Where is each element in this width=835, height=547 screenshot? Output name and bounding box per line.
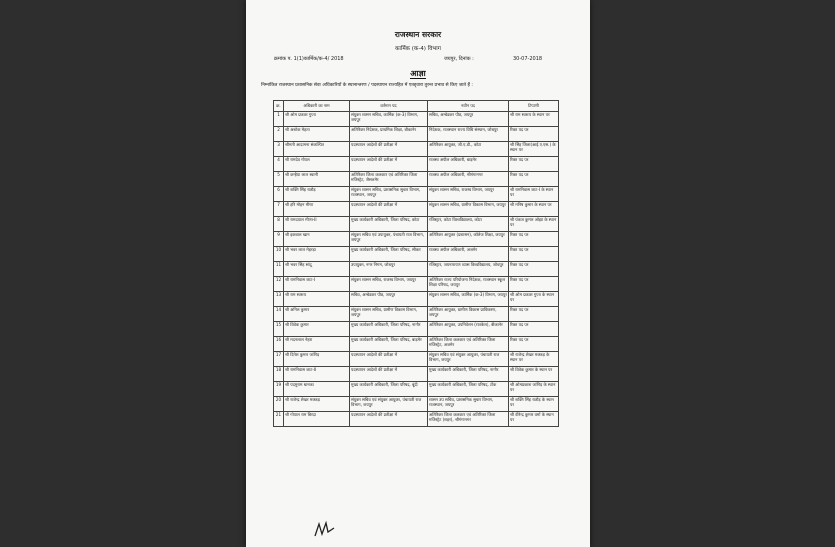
- cell-serial: 19: [274, 382, 284, 397]
- intro-text: निम्नांकित राजस्थान प्रशासनिक सेवा अधिकारियों के स्थानान्तरण / पदस्थापन राज्यहित में एतद्द्वारा तुरन्त प्रभाव से किए जाते हैं :: [261, 83, 473, 88]
- cell-current-post: अतिरिक्त निदेशक, प्राथमिक शिक्षा, बीकानेर: [350, 127, 428, 142]
- cell-new-post: अतिरिक्त जिला कलक्टर एवं अतिरिक्त जिला मजिस्ट्रेट (शहर), श्रीगंगानगर: [428, 412, 509, 427]
- signature-mark: [313, 520, 337, 538]
- cell-remarks: श्री शक्ति सिंह राठौड़ के स्थान पर: [509, 397, 559, 412]
- table-row: [274, 382, 559, 397]
- cell-new-post: रजिस्ट्रार, जयनारायण व्यास विश्वविद्यालय, जोधपुर: [428, 262, 509, 277]
- cell-remarks: रिक्त पद पर: [509, 157, 559, 172]
- cell-serial: 1: [274, 112, 284, 127]
- cell-officer-name: श्री दिनेश कुमार जांगिड़: [284, 352, 350, 367]
- cell-serial: 10: [274, 247, 284, 262]
- table-row: [274, 337, 559, 352]
- table-row: [274, 412, 559, 427]
- table-row: [274, 202, 559, 217]
- cell-serial: 3: [274, 142, 284, 157]
- cell-serial: 18: [274, 367, 284, 382]
- cell-remarks: श्री पंकज कुमार ओझा के स्थान पर: [509, 217, 559, 232]
- cell-serial: 9: [274, 232, 284, 247]
- cell-new-post: राजस्व अपील अधिकारी, बाड़मेर: [428, 157, 509, 172]
- cell-remarks: श्री वीरेन्द्र कुमार वर्मा के स्थान पर: [509, 412, 559, 427]
- ref-value: प. 1(1)कार्मिक/क-4/ 2018: [287, 56, 344, 62]
- table-row: [274, 112, 559, 127]
- table-row: [274, 172, 559, 187]
- table-row: [274, 307, 559, 322]
- cell-serial: 14: [274, 307, 284, 322]
- cell-current-post: पदस्थापन आदेशों की प्रतीक्षा में: [350, 412, 428, 427]
- col-header-current-post: वर्तमान पद: [350, 101, 428, 112]
- cell-new-post: संयुक्त शासन सचिव, ग्रामीण विकास विभाग, जयपुर: [428, 202, 509, 217]
- cell-current-post: सचिव, अम्बेडकर पीठ, जयपुर: [350, 292, 428, 307]
- table-row: [274, 142, 559, 157]
- cell-officer-name: श्री रामदेव गोयल: [284, 157, 350, 172]
- table-row: [274, 232, 559, 247]
- table-row: [274, 127, 559, 142]
- cell-serial: 17: [274, 352, 284, 367]
- cell-remarks: रिक्त पद पर: [509, 277, 559, 292]
- reference-number: [274, 56, 344, 62]
- cell-new-post: राजस्व अपील अधिकारी, अजमेर: [428, 247, 509, 262]
- cell-officer-name: श्री रामनिवास जाट-II: [284, 367, 350, 382]
- cell-officer-name: श्री राम स्वरूप: [284, 292, 350, 307]
- col-header-new-post: नवीन पद: [428, 101, 509, 112]
- cell-remarks: श्री राम स्वरूप के स्थान पर: [509, 112, 559, 127]
- cell-serial: 11: [274, 262, 284, 277]
- cell-remarks: रिक्त पद पर: [509, 337, 559, 352]
- cell-officer-name: श्री राजेन्द्र शेखर मक्कड़: [284, 397, 350, 412]
- cell-current-post: संयुक्त सचिव एवं उपायुक्त, पंचायती राज विभाग, जयपुर: [350, 232, 428, 247]
- cell-new-post: संयुक्त सचिव एवं संयुक्त आयुक्त, पंचायती राज विभाग, जयपुर: [428, 352, 509, 367]
- cell-current-post: मुख्य कार्यकारी अधिकारी, जिला परिषद, बूंदी: [350, 382, 428, 397]
- table-header-row: [274, 101, 559, 112]
- cell-officer-name: श्री शक्ति सिंह राठौड़: [284, 187, 350, 202]
- cell-current-post: पदस्थापन आदेशों की प्रतीक्षा में: [350, 142, 428, 157]
- cell-serial: 13: [274, 292, 284, 307]
- cell-serial: 8: [274, 217, 284, 232]
- cell-officer-name: श्री विवेक कुमार: [284, 322, 350, 337]
- cell-remarks: श्री सिंह जिला(आई.ए.एस.) के स्थान पर: [509, 142, 559, 157]
- cell-remarks: रिक्त पद पर: [509, 172, 559, 187]
- cell-officer-name: श्रीमती आदामना संकल्पित: [284, 142, 350, 157]
- table-row: [274, 187, 559, 202]
- cell-officer-name: श्री हरि मोहन मीणा: [284, 202, 350, 217]
- cell-current-post: पदस्थापन आदेशों की प्रतीक्षा में: [350, 157, 428, 172]
- cell-serial: 21: [274, 412, 284, 427]
- col-header-serial: क्र.: [274, 101, 284, 112]
- cell-remarks: रिक्त पद पर: [509, 127, 559, 142]
- govt-title: राजस्थान सरकार: [394, 30, 442, 39]
- cell-current-post: पदस्थापन आदेशों की प्रतीक्षा में: [350, 352, 428, 367]
- cell-remarks: रिक्त पद पर: [509, 232, 559, 247]
- cell-serial: 15: [274, 322, 284, 337]
- cell-current-post: उपायुक्त, नगर निगम, जोधपुर: [350, 262, 428, 277]
- document-page: [246, 0, 590, 547]
- cell-new-post: अतिरिक्त जिला कलक्टर एवं अतिरिक्त जिला मजिस्ट्रेट, अजमेर: [428, 337, 509, 352]
- col-header-remarks: टिप्पणी: [509, 101, 559, 112]
- table-row: [274, 322, 559, 337]
- cell-current-post: मुख्य कार्यकारी अधिकारी, जिला परिषद, नागौर: [350, 322, 428, 337]
- cell-remarks: श्री ओम प्रकाश गुप्ता के स्थान पर: [509, 292, 559, 307]
- table-row: [274, 292, 559, 307]
- cell-serial: 7: [274, 202, 284, 217]
- cell-serial: 2: [274, 127, 284, 142]
- cell-officer-name: श्री ओम प्रकाश गुप्ता: [284, 112, 350, 127]
- cell-serial: 16: [274, 337, 284, 352]
- cell-new-post: संयुक्त शासन सचिव, राजस्व विभाग, जयपुर: [428, 187, 509, 202]
- cell-serial: 12: [274, 277, 284, 292]
- table-row: [274, 397, 559, 412]
- cell-remarks: श्री मनिष कुमार के स्थान पर: [509, 202, 559, 217]
- cell-remarks: श्री ओमप्रकाश जांगिड़ के स्थान पर: [509, 382, 559, 397]
- cell-remarks: श्री विवेक कुमार के स्थान पर: [509, 367, 559, 382]
- cell-remarks: रिक्त पद पर: [509, 322, 559, 337]
- cell-officer-name: श्री रामनिवास जाट-I: [284, 277, 350, 292]
- transfer-table: [273, 100, 559, 427]
- cell-remarks: रिक्त पद पर: [509, 307, 559, 322]
- cell-new-post: सचिव, अम्बेडकर पीठ, जयपुर: [428, 112, 509, 127]
- cell-current-post: मुख्य कार्यकारी अधिकारी, जिला परिषद, बाड़मेर: [350, 337, 428, 352]
- cell-new-post: मुख्य कार्यकारी अधिकारी, जिला परिषद, टोंक: [428, 382, 509, 397]
- cell-officer-name: श्री मदनलाल नेहरा: [284, 337, 350, 352]
- cell-current-post: संयुक्त शासन सचिव, राजस्व विभाग, जयपुर: [350, 277, 428, 292]
- cell-serial: 5: [274, 172, 284, 187]
- table-body: [274, 112, 559, 427]
- cell-officer-name: श्री पदमुराम धानका: [284, 382, 350, 397]
- order-title: आज्ञा: [410, 69, 426, 78]
- cell-officer-name: श्री गोपाल राम बिरदा: [284, 412, 350, 427]
- cell-officer-name: श्री इकबाल खान: [284, 232, 350, 247]
- table-row: [274, 262, 559, 277]
- cell-new-post: राजस्व अपील अधिकारी, श्रीगंगानगर: [428, 172, 509, 187]
- cell-new-post: अतिरिक्त आयुक्त, उपनिवेशन (रातकेल), बीकानेर: [428, 322, 509, 337]
- cell-current-post: अतिरिक्त जिला कलक्टर एवं अतिरिक्त जिला मजिस्ट्रेट, जैसलमेर: [350, 172, 428, 187]
- cell-officer-name: श्री भवर लाल मेहरड़ा: [284, 247, 350, 262]
- table-row: [274, 217, 559, 232]
- cell-current-post: संयुक्त शासन सचिव, कार्मिक (क-3) विभाग, जयपुर: [350, 112, 428, 127]
- cell-remarks: श्री राजेन्द्र शेखर मक्कड़ के स्थान पर: [509, 352, 559, 367]
- cell-current-post: पदस्थापन आदेशों की प्रतीक्षा में: [350, 202, 428, 217]
- cell-new-post: संयुक्त शासन सचिव, कार्मिक (क-3) विभाग, जयपुर: [428, 292, 509, 307]
- table-row: [274, 247, 559, 262]
- cell-current-post: संयुक्त सचिव एवं संयुक्त आयुक्त, पंचायती राज विभाग, जयपुर: [350, 397, 428, 412]
- col-header-name: अधिकारी का नाम: [284, 101, 350, 112]
- cell-current-post: मुख्य कार्यकारी अधिकारी, जिला परिषद, कोटा: [350, 217, 428, 232]
- cell-officer-name: श्री कन्हैया लाल स्वामी: [284, 172, 350, 187]
- cell-officer-name: श्री भवर सिंह सांदू: [284, 262, 350, 277]
- cell-serial: 6: [274, 187, 284, 202]
- ref-label: क्रमांक: [274, 56, 286, 62]
- cell-new-post: शासन उप सचिव, प्रशासनिक सुधार विभाग, राजस्थान, जयपुर: [428, 397, 509, 412]
- cell-new-post: अतिरिक्त आयुक्त (प्रशासन), कॉलेज शिक्षा, जयपुर: [428, 232, 509, 247]
- table-row: [274, 277, 559, 292]
- table-row: [274, 157, 559, 172]
- place-label: जयपुर, दिनांक :: [444, 56, 474, 62]
- cell-serial: 20: [274, 397, 284, 412]
- cell-remarks: रिक्त पद पर: [509, 247, 559, 262]
- cell-remarks: श्री रामनिवास जाट-I के स्थान पर: [509, 187, 559, 202]
- cell-serial: 4: [274, 157, 284, 172]
- cell-officer-name: श्री अनिल कुमार: [284, 307, 350, 322]
- cell-current-post: संयुक्त शासन सचिव, प्रशासनिक सुधार विभाग, राजस्थान, जयपुर: [350, 187, 428, 202]
- order-date: 30-07-2018: [513, 56, 543, 62]
- cell-new-post: अतिरिक्त राज्य परियोजना निदेशक, राजस्थान स्कूल शिक्षा परिषद, जयपुर: [428, 277, 509, 292]
- cell-new-post: निदेशक, राजस्थान राज्य विधि संस्थान, जोधपुर: [428, 127, 509, 142]
- cell-officer-name: श्री रामदयाल मीणा-II: [284, 217, 350, 232]
- table-row: [274, 352, 559, 367]
- table-row: [274, 367, 559, 382]
- cell-remarks: रिक्त पद पर: [509, 262, 559, 277]
- cell-current-post: मुख्य कार्यकारी अधिकारी, जिला परिषद, सीकर: [350, 247, 428, 262]
- cell-current-post: पदस्थापन आदेशों की प्रतीक्षा में: [350, 367, 428, 382]
- cell-current-post: संयुक्त शासन सचिव, ग्रामीण विकास विभाग, जयपुर: [350, 307, 428, 322]
- cell-officer-name: श्री अशोक मेहता: [284, 127, 350, 142]
- cell-new-post: अतिरिक्त आयुक्त, जी.ए.डी., कोटा: [428, 142, 509, 157]
- cell-new-post: रजिस्ट्रार, कोटा विश्वविद्यालय, कोटा: [428, 217, 509, 232]
- department-name: कार्मिक (क-4) विभाग: [395, 46, 441, 52]
- cell-new-post: मुख्य कार्यकारी अधिकारी, जिला परिषद, नागौर: [428, 367, 509, 382]
- cell-new-post: अतिरिक्त आयुक्त, ग्रामीण विकास प्राधिकरण, जयपुर: [428, 307, 509, 322]
